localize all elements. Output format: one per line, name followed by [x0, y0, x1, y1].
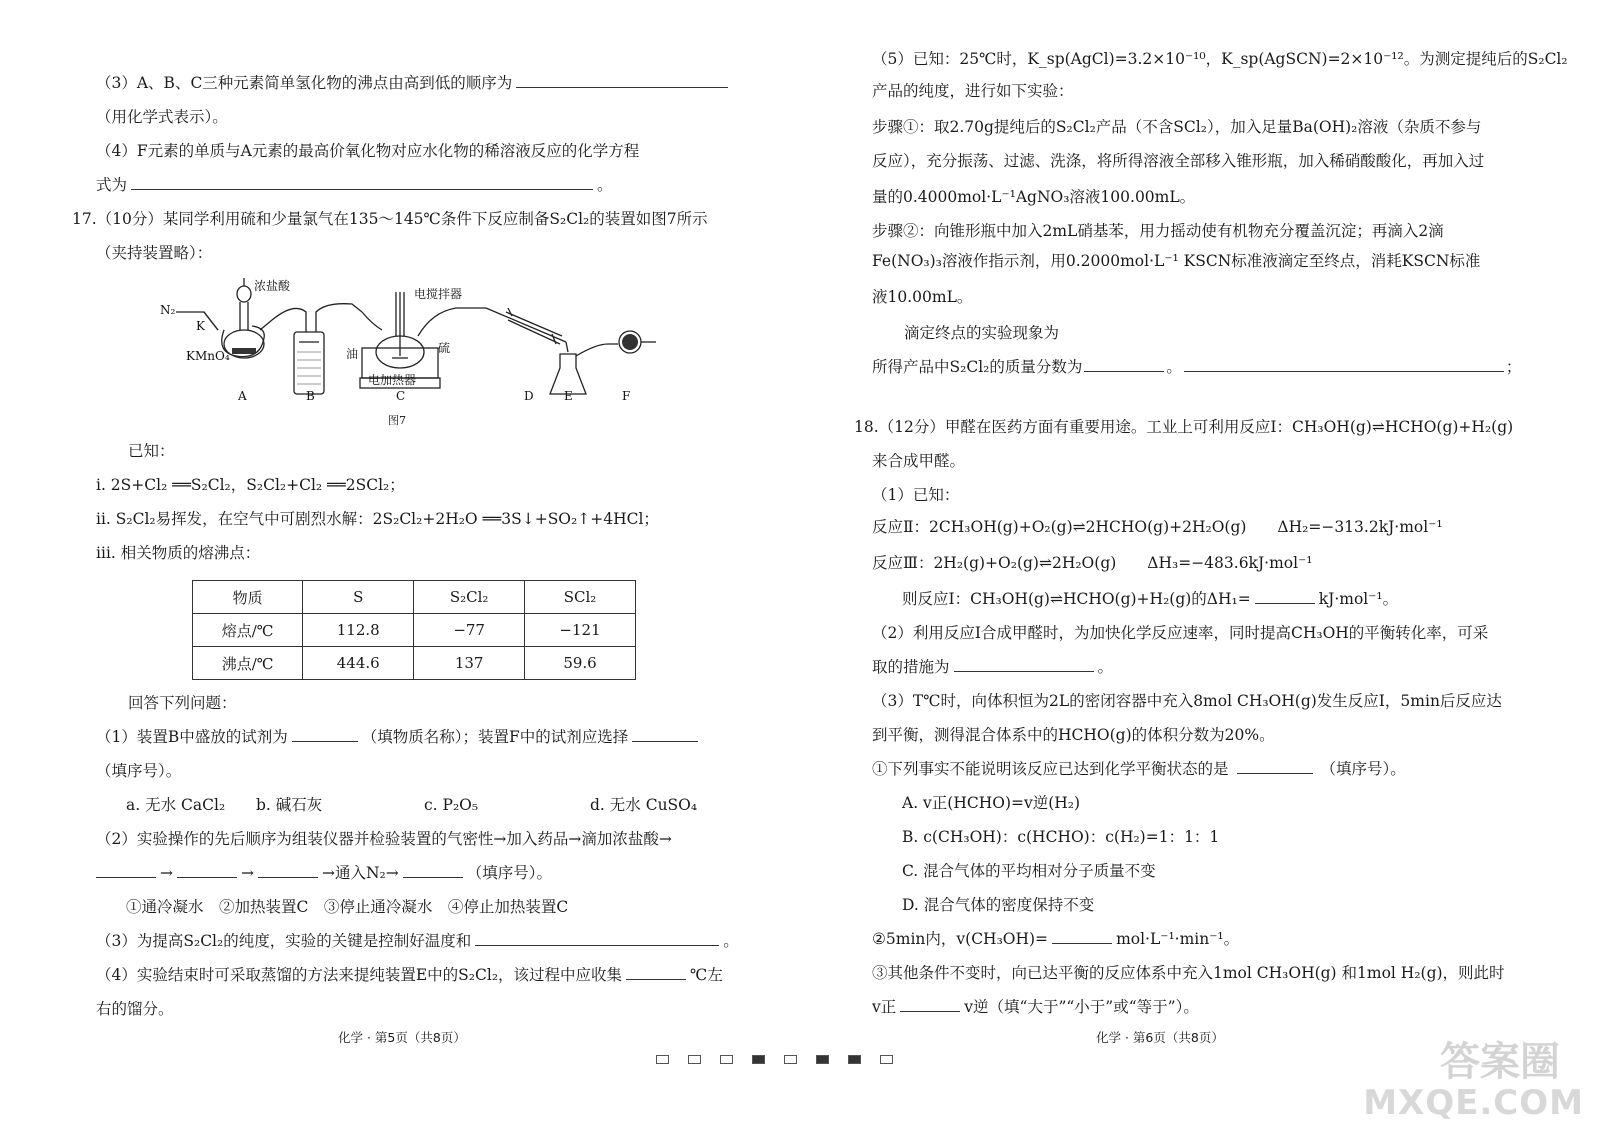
- table-cell: 沸点/℃: [193, 647, 303, 680]
- q17-5-line2: 产品的纯度，进行如下实验：: [872, 82, 1074, 100]
- mass-fraction-line: 所得产品中S₂Cl₂的质量分数为 。 ；: [872, 358, 1522, 376]
- step2-line1: 步骤②：向锥形瓶中加入2mL硝基苯，用力摇动使有机物充分覆盖沉淀；再滴入2滴: [872, 222, 1444, 240]
- page-footer-left: 化学 · 第5页（共8页）: [338, 1030, 466, 1045]
- known-heading: 已知：: [128, 442, 175, 460]
- q17-1-line1: （1）装置B中盛放的试剂为 （填物质名称）；装置F中的试剂应选择: [96, 726, 698, 748]
- table-cell: 熔点/℃: [193, 614, 303, 647]
- scan-mark: [656, 1055, 669, 1064]
- step1-line1: 步骤①：取2.70g提纯后的S₂Cl₂产品（不含SCl₂），加入足量Ba(OH)₂溶液（杂质不参与: [872, 118, 1482, 136]
- label-e: E: [564, 389, 573, 403]
- known-item-2: ⅱ. S₂Cl₂易挥发，在空气中可剧烈水解：2S₂Cl₂+2H₂O ══3S↓+SO₂↑+4HCl；: [96, 510, 659, 528]
- scan-mark: [720, 1055, 733, 1064]
- option-b: b. 碱石灰: [256, 796, 323, 814]
- table-cell: 112.8: [303, 614, 414, 647]
- scan-mark: [688, 1055, 701, 1064]
- q17-4-line1: （4）实验结束时可采取蒸馏的方法来提纯装置E中的S₂Cl₂，该过程中应收集 ℃左: [96, 966, 723, 984]
- q18-stem-line2: 来合成甲醛。: [872, 452, 966, 470]
- table-header-cell: SCl₂: [525, 581, 636, 614]
- titration-endpoint-line: 滴定终点的实验现象为: [904, 324, 1060, 342]
- scan-mark: [784, 1055, 797, 1064]
- q18-3-sub2: ②5min内，v(CH₃OH)= mol·L⁻¹·min⁻¹。: [872, 930, 1240, 948]
- scan-mark: [816, 1055, 829, 1064]
- label-b: B: [306, 389, 315, 403]
- label-stirrer: 电搅拌器: [414, 287, 463, 301]
- q17-2-line1: （2）实验操作的先后顺序为组装仪器并检验装置的气密性→加入药品→滴加浓盐酸→: [96, 830, 672, 848]
- table-cell: −121: [525, 614, 636, 647]
- step2-line3: 液10.00mL。: [872, 288, 973, 306]
- q17-stem-line1: 17.（10分）某同学利用硫和少量氯气在135～145℃条件下反应制备S₂Cl₂的装置如图7所示: [72, 210, 708, 228]
- reaction-1-delta-h: 则反应Ⅰ：CH₃OH(g)⇌HCHO(g)+H₂(g)的ΔH₁= kJ·mol⁻¹。: [902, 590, 1399, 608]
- choice-d: D. 混合气体的密度保持不变: [902, 896, 1095, 914]
- q18-3-sub1: ①下列事实不能说明该反应已达到化学平衡状态的是 （填序号）。: [872, 760, 1406, 778]
- table-cell: 59.6: [525, 647, 636, 680]
- table-header-cell: 物质: [193, 581, 303, 614]
- q18-3-sub3-line1: ③其他条件不变时，向已达平衡的反应体系中充入1mol CH₃OH(g) 和1mol H₂(g)，则此时: [872, 964, 1505, 982]
- figure-caption: 图7: [388, 414, 406, 427]
- table-header-row: [193, 581, 636, 614]
- step1-line2: 反应），充分振荡、过滤、洗涤，将所得溶液全部移入锥形瓶，加入稀硝酸酸化，再加入过: [872, 152, 1485, 170]
- scan-mark: [880, 1055, 893, 1064]
- answer-heading: 回答下列问题：: [128, 694, 237, 712]
- option-a: a. 无水 CaCl₂: [126, 796, 226, 814]
- q18-3-line1: （3）T℃时，向体积恒为2L的密闭容器中充入8mol CH₃OH(g)发生反应Ⅰ，5min后反应达: [872, 692, 1502, 710]
- q17-4-line2: 右的馏分。: [96, 1000, 174, 1018]
- label-conc-hcl: 浓盐酸: [254, 279, 291, 293]
- table-cell: 137: [414, 647, 525, 680]
- q18-2-line1: （2）利用反应Ⅰ合成甲醛时，为加快化学反应速率，同时提高CH₃OH的平衡转化率，可采: [872, 624, 1489, 642]
- q18-3-sub3-line2: v正 v逆（填“大于”“小于”或“等于”）。: [872, 998, 1199, 1016]
- scan-mark: [848, 1055, 861, 1064]
- q16-4-line1: （4）F元素的单质与A元素的最高价氧化物对应水化物的稀溶液反应的化学方程: [96, 142, 640, 160]
- option-c: c. P₂O₅: [424, 796, 479, 814]
- watermark-site: MXQE.COM: [1363, 1083, 1584, 1123]
- label-f: F: [622, 389, 631, 403]
- choice-a: A. v正(HCHO)=v逆(H₂): [902, 794, 1081, 812]
- label-a: A: [238, 389, 247, 403]
- label-heater: 电加热器: [368, 373, 417, 387]
- q17-stem-line2: （夹持装置略）：: [96, 244, 213, 262]
- table-cell: −77: [414, 614, 525, 647]
- option-d: d. 无水 CuSO₄: [590, 796, 698, 814]
- known-item-1: ⅰ. 2S+Cl₂ ══S₂Cl₂，S₂Cl₂+Cl₂ ══2SCl₂；: [96, 476, 405, 494]
- watermark-logo: 答案圈: [1440, 1039, 1560, 1085]
- page-footer-right: 化学 · 第6页（共8页）: [1096, 1030, 1224, 1045]
- scan-mark: [752, 1055, 765, 1064]
- step2-line2: Fe(NO₃)₃溶液作指示剂，用0.2000mol·L⁻¹ KSCN标准液滴定至终点，消耗KSCN标准: [872, 252, 1481, 270]
- table-cell: 444.6: [303, 647, 414, 680]
- label-d: D: [524, 389, 534, 403]
- label-sulfur: 硫: [438, 341, 451, 355]
- table-row: [193, 647, 636, 680]
- table-header-cell: S: [303, 581, 414, 614]
- apparatus-diagram: [156, 272, 676, 432]
- q18-2-line2: 取的措施为 。: [872, 658, 1114, 676]
- q17-1-line2: （填序号）。: [96, 762, 182, 780]
- choice-b: B. c(CH₃OH)：c(HCHO)：c(H₂)=1：1：1: [902, 828, 1220, 846]
- melting-boiling-table: [192, 580, 636, 680]
- q18-1-heading: （1）已知：: [872, 486, 960, 504]
- q16-3-line2: （用化学式表示）。: [96, 108, 228, 126]
- table-header-cell: S₂Cl₂: [414, 581, 525, 614]
- known-item-3: ⅲ. 相关物质的熔沸点：: [96, 544, 261, 562]
- label-c: C: [396, 389, 406, 403]
- label-oil: 油: [346, 347, 359, 361]
- table-row: [193, 614, 636, 647]
- label-k: K: [196, 319, 205, 333]
- step1-line3: 量的0.4000mol·L⁻¹AgNO₃溶液100.00mL。: [872, 188, 1196, 206]
- q17-5-line1: （5）已知：25℃时，K_sp(AgCl)=3.2×10⁻¹⁰，K_sp(AgSCN)=2×10⁻¹²。为测定提纯后的S₂Cl₂: [872, 50, 1568, 68]
- q18-3-line2: 到平衡，测得混合体系中的HCHO(g)的体积分数为20%。: [872, 726, 1275, 744]
- q16-3-line1: （3）A、B、C三种元素简单氢化物的沸点由高到低的顺序为: [96, 72, 728, 94]
- q17-2-line2: → → →通入N₂→ （填序号）。: [96, 862, 552, 884]
- label-n2: N₂: [160, 303, 176, 317]
- reaction-3: 反应Ⅲ：2H₂(g)+O₂(g)⇌2H₂O(g) ΔH₃=−483.6kJ·mol⁻¹: [872, 554, 1313, 572]
- q17-3-line: （3）为提高S₂Cl₂的纯度，实验的关键是控制好温度和 。: [96, 932, 739, 950]
- choice-c: C. 混合气体的平均相对分子质量不变: [902, 862, 1156, 880]
- label-kmno4: KMnO₄: [186, 349, 230, 363]
- q18-stem-line1: 18.（12分）甲醛在医药方面有重要用途。工业上可利用反应Ⅰ：CH₃OH(g)⇌HCHO(g)+H₂(g): [854, 418, 1514, 436]
- q16-4-line2: 式为 。: [96, 176, 613, 194]
- q17-2-options: ①通冷凝水 ②加热装置C ③停止通冷凝水 ④停止加热装置C: [126, 898, 569, 916]
- reaction-2: 反应Ⅱ：2CH₃OH(g)+O₂(g)⇌2HCHO(g)+2H₂O(g) ΔH₂=−313.2kJ·mol⁻¹: [872, 518, 1443, 536]
